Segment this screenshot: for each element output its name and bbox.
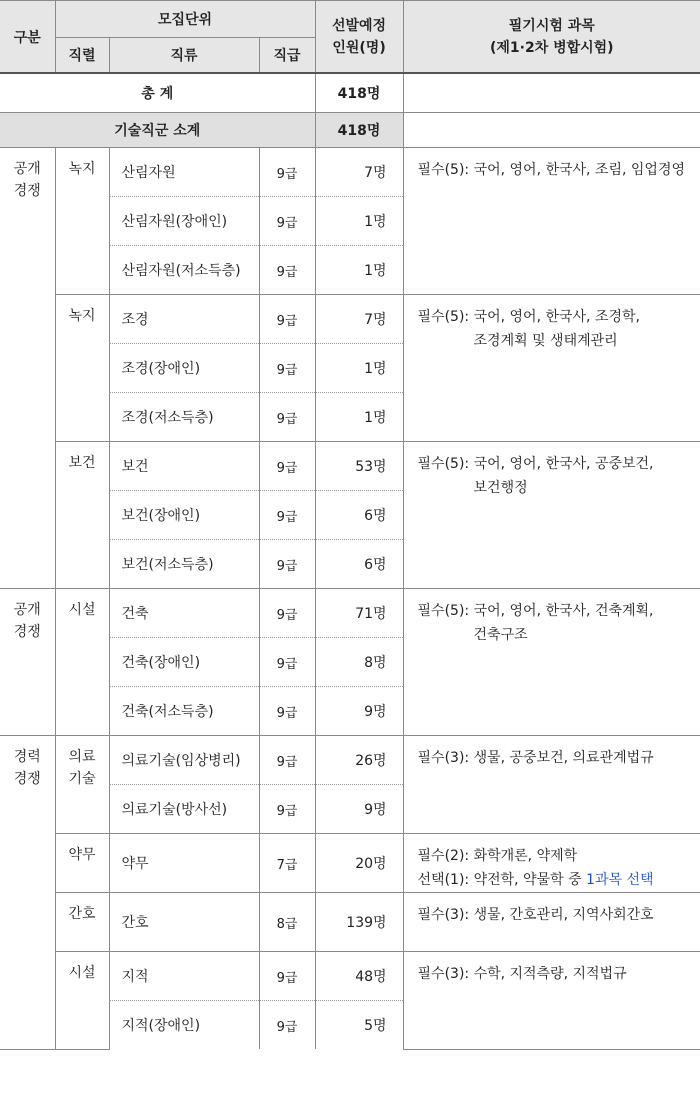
table-row — [0, 442, 700, 491]
header-planned-line2: 인원(명) — [332, 39, 386, 56]
job-cell: 의료기술(방사선) — [109, 785, 259, 834]
subject-line: 조경계획 및 생태계관리 — [473, 333, 618, 349]
header-exam — [403, 1, 700, 74]
table-row — [0, 589, 700, 638]
grade-cell: 9급 — [259, 1001, 315, 1050]
job-cell: 간호 — [109, 893, 259, 952]
table-row — [0, 736, 700, 785]
subject-cell — [403, 893, 700, 952]
subtotal-empty — [403, 113, 700, 148]
subject-cell — [403, 834, 700, 893]
grade-cell: 7급 — [259, 834, 315, 893]
series-cell: 약무 — [55, 834, 109, 893]
grade-cell: 9급 — [259, 393, 315, 442]
job-cell: 보건(장애인) — [109, 491, 259, 540]
count-cell: 6명 — [315, 491, 403, 540]
count-cell: 53명 — [315, 442, 403, 491]
grade-cell: 9급 — [259, 952, 315, 1001]
job-cell: 조경(장애인) — [109, 344, 259, 393]
subject-cell — [403, 589, 700, 736]
table-row — [0, 952, 700, 1001]
count-cell: 1명 — [315, 246, 403, 295]
header-exam-line2: (제1·2차 병합시험) — [489, 39, 614, 56]
job-cell: 산림자원(저소득층) — [109, 246, 259, 295]
grade-cell: 9급 — [259, 589, 315, 638]
grade-cell: 9급 — [259, 687, 315, 736]
series-cell: 시설 — [55, 952, 109, 1050]
table-row — [0, 148, 700, 197]
series-cell: 간호 — [55, 893, 109, 952]
header-exam-line1: 필기시험 과목 — [508, 17, 595, 34]
table-row — [0, 834, 700, 893]
grade-cell: 9급 — [259, 148, 315, 197]
header-planned — [315, 1, 403, 74]
series-cell: 녹지 — [55, 295, 109, 442]
job-cell: 보건(저소득층) — [109, 540, 259, 589]
series-cell: 보건 — [55, 442, 109, 589]
header-gubun: 구분 — [0, 1, 55, 74]
table-row — [0, 295, 700, 344]
subject-line: 필수(3): 수학, 지적측량, 지적법규 — [417, 966, 627, 982]
count-cell: 20명 — [315, 834, 403, 893]
subtotal-label: 기술직군 소계 — [0, 113, 315, 148]
count-cell: 7명 — [315, 148, 403, 197]
series-cell: 녹지 — [55, 148, 109, 295]
count-cell: 6명 — [315, 540, 403, 589]
count-cell: 9명 — [315, 687, 403, 736]
subject-line: 필수(5): 국어, 영어, 한국사, 공중보건, — [417, 456, 654, 472]
job-cell: 산림자원 — [109, 148, 259, 197]
series-cell: 의료 기술 — [55, 736, 109, 834]
subject-line: 건축구조 — [473, 627, 528, 643]
subject-line: 필수(5): 국어, 영어, 한국사, 조림, 임업경영 — [417, 162, 685, 178]
subject-cell — [403, 952, 700, 1050]
subject-line: 필수(3): 생물, 간호관리, 지역사회간호 — [417, 907, 654, 923]
grade-cell: 9급 — [259, 638, 315, 687]
total-empty — [403, 73, 700, 113]
category-cell: 경력 경쟁 — [0, 736, 55, 1050]
count-cell: 1명 — [315, 344, 403, 393]
subject-line: 필수(3): 생물, 공중보건, 의료관계법규 — [417, 750, 654, 766]
subject-cell — [403, 295, 700, 442]
job-cell: 조경 — [109, 295, 259, 344]
grade-cell: 9급 — [259, 540, 315, 589]
job-cell: 조경(저소득층) — [109, 393, 259, 442]
header-job: 직류 — [109, 38, 259, 74]
count-cell: 5명 — [315, 1001, 403, 1050]
job-cell: 건축(저소득층) — [109, 687, 259, 736]
grade-cell: 9급 — [259, 736, 315, 785]
subject-line: 필수(5): 국어, 영어, 한국사, 조경학, — [417, 309, 640, 325]
subject-select-highlight: 1과목 선택 — [586, 872, 654, 888]
count-cell: 1명 — [315, 197, 403, 246]
subject-select-prefix: 선택(1): 약전학, 약물학 중 — [417, 872, 587, 888]
job-cell: 건축 — [109, 589, 259, 638]
grade-cell: 8급 — [259, 893, 315, 952]
count-cell: 71명 — [315, 589, 403, 638]
grade-cell: 9급 — [259, 785, 315, 834]
subject-cell — [403, 442, 700, 589]
count-cell: 26명 — [315, 736, 403, 785]
header-series: 직렬 — [55, 38, 109, 74]
header-grade: 직급 — [259, 38, 315, 74]
subject-cell — [403, 148, 700, 295]
count-cell: 7명 — [315, 295, 403, 344]
count-cell: 8명 — [315, 638, 403, 687]
job-cell: 약무 — [109, 834, 259, 893]
category-cell: 공개 경쟁 — [0, 589, 55, 736]
count-cell: 1명 — [315, 393, 403, 442]
category-cell: 공개 경쟁 — [0, 148, 55, 589]
subject-line: 필수(2): 화학개론, 약제학 — [417, 848, 578, 864]
grade-cell: 9급 — [259, 246, 315, 295]
subject-cell — [403, 736, 700, 834]
grade-cell: 9급 — [259, 344, 315, 393]
subject-line: 보건행정 — [473, 480, 528, 496]
count-cell: 48명 — [315, 952, 403, 1001]
job-cell: 산림자원(장애인) — [109, 197, 259, 246]
grade-cell: 9급 — [259, 197, 315, 246]
series-cell: 시설 — [55, 589, 109, 736]
grade-cell: 9급 — [259, 295, 315, 344]
count-cell: 139명 — [315, 893, 403, 952]
subtotal-count: 418명 — [315, 113, 403, 148]
grade-cell: 9급 — [259, 491, 315, 540]
count-cell: 9명 — [315, 785, 403, 834]
job-cell: 의료기술(임상병리) — [109, 736, 259, 785]
job-cell: 보건 — [109, 442, 259, 491]
job-cell: 지적(장애인) — [109, 1001, 259, 1050]
header-unit: 모집단위 — [55, 1, 315, 38]
total-label: 총 계 — [0, 73, 315, 113]
job-cell: 지적 — [109, 952, 259, 1001]
subject-select-line — [418, 868, 700, 892]
table-row — [0, 893, 700, 952]
subject-line: 필수(5): 국어, 영어, 한국사, 건축계획, — [417, 603, 654, 619]
header-planned-line1: 선발예정 — [331, 17, 387, 34]
job-cell: 건축(장애인) — [109, 638, 259, 687]
total-count: 418명 — [315, 73, 403, 113]
grade-cell: 9급 — [259, 442, 315, 491]
